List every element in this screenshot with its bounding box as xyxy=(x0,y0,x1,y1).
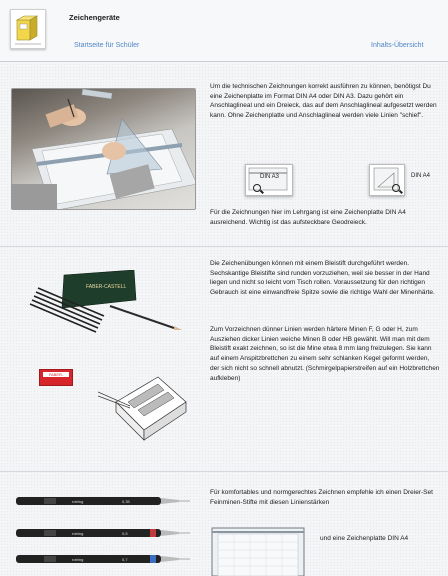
magnifier-icon xyxy=(392,184,400,192)
nav-link-table-of-contents[interactable]: Inhalts-Übersicht xyxy=(371,42,424,49)
drawing-board-photo xyxy=(11,88,196,210)
page-title: Zeichengeräte xyxy=(69,13,120,22)
pencil-box-brand: FABER-CASTELL xyxy=(86,284,127,290)
thumbnail-din-a4[interactable] xyxy=(369,164,405,196)
svg-text:0,7: 0,7 xyxy=(122,557,128,562)
pencil-intro-text: Die Zeichenübungen können mit einem Bleistift durchgeführt werden. Sechskantige Bleistifte sind runden vorzuziehen, weil sie besser in der Hand liegen und nicht so leicht vom Tisch rollen. Voraussetzung für den richtigen Gebrauch ist eine einwandfreie Spitze sowie die richtige Wahl der Minenhärte. xyxy=(210,260,435,297)
nav-link-student-home[interactable]: Startseite für Schüler xyxy=(74,42,140,49)
svg-text:rotring: rotring xyxy=(72,531,84,536)
svg-text:0,5: 0,5 xyxy=(122,531,128,536)
thumbnail-din-a3-label: DIN A3 xyxy=(260,174,280,180)
pen-1 xyxy=(16,497,190,505)
drawing-board-a4-image xyxy=(210,526,306,576)
thumbnail-din-a4-label: DIN A4 xyxy=(411,173,431,179)
fineliner-pens-image xyxy=(14,488,194,573)
pencil-set-image xyxy=(24,270,184,340)
eraser-image xyxy=(39,369,73,386)
svg-text:rotring: rotring xyxy=(72,499,84,504)
pens-recommendation-text: Für komfortables und normgerechtes Zeichnen empfehle ich einen Dreier-Set Feinminen-Stifte mit diesen Linienstärken xyxy=(210,489,433,506)
header-bar xyxy=(0,0,448,62)
board-size-note: Für die Zeichnungen hier im Lehrgang ist eine Zeichenplatte DIN A4 ausreichend. Wichtig ist das aufsteckbare Geodreieck. xyxy=(210,209,406,226)
eraser-brand: FABER-CASTELL xyxy=(43,372,69,377)
sharpening-board-image xyxy=(98,372,190,452)
site-logo[interactable] xyxy=(10,9,46,49)
section-divider xyxy=(0,471,448,472)
drawing-board-recommendation-text: und eine Zeichenplatte DIN A4 xyxy=(320,535,409,542)
magnifier-icon xyxy=(253,184,261,192)
pen-3 xyxy=(16,555,190,563)
pen-2 xyxy=(16,529,190,537)
pencil-leads-text: Zum Vorzeichnen dünner Linien werden härtere Minen F, G oder H, zum Ausziehen dicker Linien weiche Minen B oder HB gewählt. Will man mit dem Bleistift exakt zeichnen, so ist die Mine etwa 8 mm lang freizulegen. Sie kann auf einem Anspitzbrettchen zu einem sehr schlanken Kegel geformt werden, der sich nicht so schnell abnutzt. (Schmirgelpapierstreifen auf ein Holzbrettchen aufkleben) xyxy=(210,326,440,382)
drawing-board-logo-icon xyxy=(11,10,47,50)
svg-text:0,35: 0,35 xyxy=(122,499,130,504)
thumbnail-din-a3[interactable] xyxy=(245,164,293,196)
board-intro-text: Um die technischen Zeichnungen korrekt ausführen zu können, benötigst Du eine Zeichenplatte im Format DIN A4 oder DIN A3. Dazu gehört ein Anschlaglineal und ein Dreieck, das auf dem Anschlaglineal aufgesetzt werden kann. Ohne Zeichenplatte und Anschlaglineal werden viele Linien "schief". xyxy=(210,83,437,120)
svg-text:rotring: rotring xyxy=(72,557,84,562)
section-divider xyxy=(0,246,448,247)
